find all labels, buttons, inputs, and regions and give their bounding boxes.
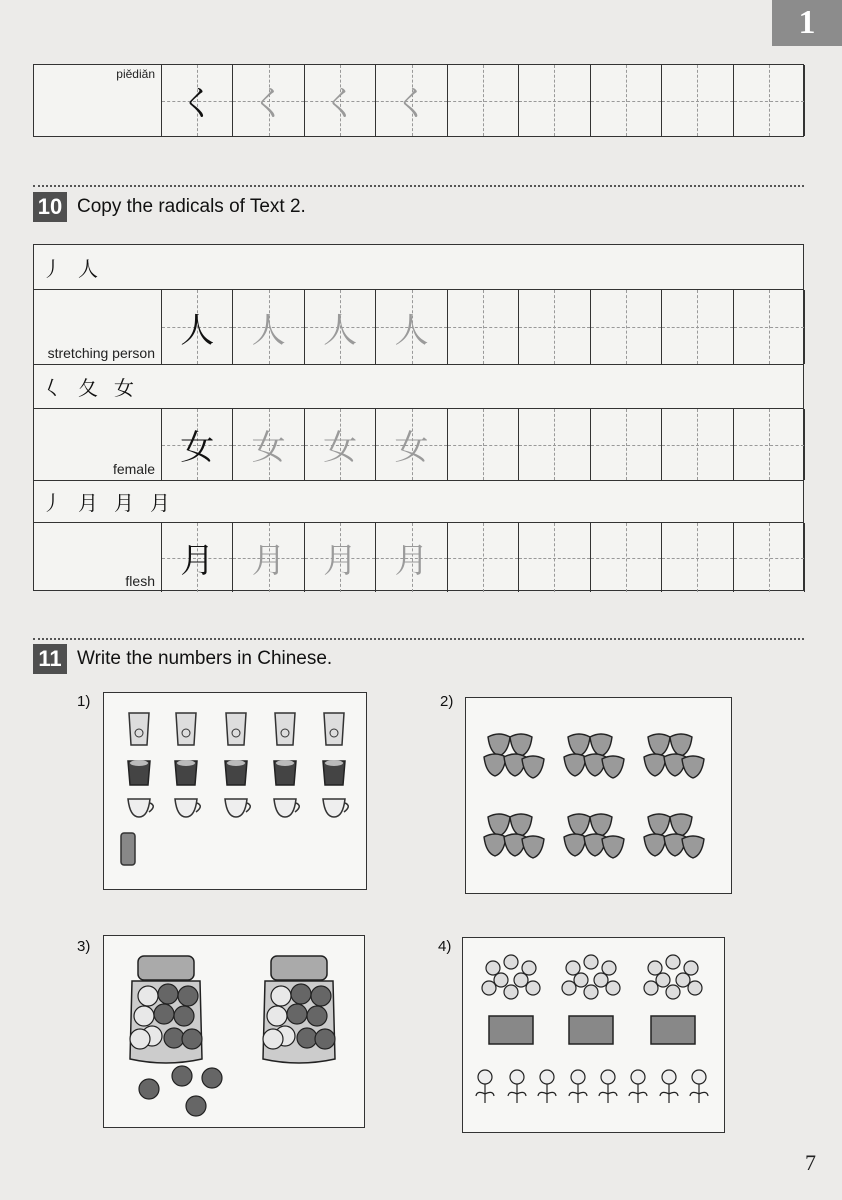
- strawberry: [510, 814, 532, 836]
- strawberry-group: [484, 814, 544, 858]
- practice-cell[interactable]: [162, 65, 233, 136]
- strawberry-group: [644, 734, 704, 778]
- item-1-number: 1): [77, 693, 91, 710]
- strawberries-picture: [465, 697, 732, 894]
- strawberry: [488, 814, 510, 836]
- strawberry-group: [484, 734, 544, 778]
- practice-cell[interactable]: [376, 65, 447, 136]
- loose-ball: [172, 1066, 192, 1086]
- chapter-tab: 1: [772, 0, 842, 46]
- practice-cell[interactable]: [662, 409, 733, 480]
- practice-cell[interactable]: [305, 65, 376, 136]
- jars-picture: [103, 935, 365, 1128]
- trace-character: 女: [251, 428, 286, 468]
- flower-pot: [644, 955, 702, 1044]
- practice-row-3: [34, 522, 803, 592]
- strawberry: [484, 834, 506, 856]
- top-practice-grid: [33, 64, 804, 137]
- trace-character: く: [251, 84, 286, 124]
- practice-cell[interactable]: [519, 409, 590, 480]
- practice-cell[interactable]: [376, 290, 447, 364]
- stroke-order-step: 𡿨: [42, 376, 62, 400]
- teacup-icon: [274, 799, 299, 817]
- flower-pot: [562, 955, 620, 1044]
- section-11-title: Write the numbers in Chinese.: [77, 648, 333, 669]
- practice-row-2: [34, 408, 803, 480]
- flower: [666, 985, 680, 999]
- trace-character: 女: [323, 428, 358, 468]
- practice-cell[interactable]: [233, 290, 304, 364]
- ball: [311, 986, 331, 1006]
- trace-character: 月: [394, 541, 429, 581]
- teacup-icon: [175, 799, 200, 817]
- loose-ball: [202, 1068, 222, 1088]
- stroke-order-step: 月: [114, 491, 134, 515]
- strawberry: [590, 734, 612, 756]
- glass-icon: [275, 713, 295, 745]
- flower: [562, 981, 576, 995]
- practice-cell[interactable]: [734, 65, 805, 136]
- strawberry: [670, 814, 692, 836]
- pot: [489, 1016, 533, 1044]
- pot: [651, 1016, 695, 1044]
- flower: [566, 961, 580, 975]
- stroke-order-step: 月: [150, 491, 170, 515]
- strawberry: [602, 836, 624, 858]
- strawberry: [682, 756, 704, 778]
- practice-cell[interactable]: [519, 290, 590, 364]
- trace-character: く: [323, 84, 358, 124]
- strawberry: [484, 754, 506, 776]
- practice-cell[interactable]: [233, 65, 304, 136]
- ball: [267, 1006, 287, 1026]
- small-flower: [660, 1070, 678, 1103]
- glass-icon: [176, 713, 196, 745]
- trace-character: 人: [323, 310, 358, 351]
- strawberry: [564, 754, 586, 776]
- practice-cell[interactable]: [519, 65, 590, 136]
- mug-icon: [128, 760, 150, 785]
- practice-cell[interactable]: [662, 523, 733, 592]
- section-10-title: Copy the radicals of Text 2.: [77, 196, 306, 217]
- flower: [594, 973, 608, 987]
- practice-cell[interactable]: [305, 523, 376, 592]
- mug-icon: [274, 760, 296, 785]
- flower: [584, 955, 598, 969]
- ball: [287, 1004, 307, 1024]
- ball: [263, 1029, 283, 1049]
- divider: [33, 185, 804, 187]
- loose-ball: [186, 1096, 206, 1116]
- practice-cell[interactable]: [162, 409, 233, 480]
- strawberry-group: [564, 814, 624, 858]
- practice-cell[interactable]: [519, 523, 590, 592]
- teacup-icon: [323, 799, 348, 817]
- practice-cell[interactable]: [734, 409, 805, 480]
- flower: [522, 961, 536, 975]
- trace-character: く: [394, 84, 429, 124]
- strawberry: [568, 814, 590, 836]
- practice-cell[interactable]: [448, 290, 519, 364]
- flower: [644, 981, 658, 995]
- strawberry: [488, 734, 510, 756]
- mug-icon: [323, 760, 345, 785]
- practice-cell[interactable]: [233, 523, 304, 592]
- radical-label: stretching person: [34, 290, 162, 364]
- ball: [130, 1029, 150, 1049]
- stroke-order-step: 月: [78, 491, 98, 515]
- trace-character: 女: [394, 428, 429, 468]
- item-4-number: 4): [438, 938, 452, 955]
- stroke-row-2: [34, 364, 803, 408]
- practice-cell[interactable]: [734, 290, 805, 364]
- flower: [494, 973, 508, 987]
- flower: [482, 981, 496, 995]
- small-flower: [569, 1070, 587, 1103]
- practice-row-1: [34, 289, 803, 364]
- strawberry: [644, 834, 666, 856]
- strawberry: [682, 836, 704, 858]
- ball: [307, 1006, 327, 1026]
- flower: [602, 961, 616, 975]
- flower: [504, 985, 518, 999]
- ball: [164, 1028, 184, 1048]
- flower: [648, 961, 662, 975]
- page-number: 7: [805, 1150, 816, 1175]
- radicals-grid: [33, 244, 804, 591]
- practice-cell[interactable]: [233, 409, 304, 480]
- flower: [504, 955, 518, 969]
- ball: [297, 1028, 317, 1048]
- strawberry-group: [644, 814, 704, 858]
- practice-cell[interactable]: [376, 409, 447, 480]
- small-flower: [508, 1070, 526, 1103]
- cups-picture: [103, 692, 367, 890]
- strawberry-group: [564, 734, 624, 778]
- jar-lid: [138, 956, 194, 980]
- practice-cell[interactable]: [448, 65, 519, 136]
- flower-pot: [482, 955, 540, 1044]
- practice-cell[interactable]: [162, 290, 233, 364]
- small-flower: [476, 1070, 494, 1103]
- small-flower: [629, 1070, 647, 1103]
- top-row-label: piědiǎn: [34, 65, 162, 136]
- jar: [130, 956, 202, 1063]
- ball: [158, 984, 178, 1004]
- strawberry: [644, 754, 666, 776]
- flower: [526, 981, 540, 995]
- section-11-badge: 11: [33, 644, 67, 674]
- practice-cell[interactable]: [591, 409, 662, 480]
- strawberry: [568, 734, 590, 756]
- practice-cell[interactable]: [591, 523, 662, 592]
- section-10-header: [33, 192, 306, 222]
- small-flower: [690, 1070, 708, 1103]
- pot: [569, 1016, 613, 1044]
- flower: [688, 981, 702, 995]
- flower: [486, 961, 500, 975]
- flower: [584, 985, 598, 999]
- model-character: 人: [180, 310, 215, 351]
- strawberry: [648, 734, 670, 756]
- flower: [514, 973, 528, 987]
- trace-character: 月: [251, 541, 286, 581]
- practice-cell[interactable]: [662, 65, 733, 136]
- ball: [291, 984, 311, 1004]
- practice-cell[interactable]: [734, 523, 805, 592]
- ball: [315, 1029, 335, 1049]
- stroke-row-1: [34, 245, 803, 289]
- practice-cell[interactable]: [591, 65, 662, 136]
- glass-icon: [129, 713, 149, 745]
- practice-cell[interactable]: [162, 523, 233, 592]
- item-3-number: 3): [77, 938, 91, 955]
- single-glass-icon: [121, 833, 135, 865]
- trace-character: 人: [394, 310, 429, 351]
- strawberry: [564, 834, 586, 856]
- ball: [271, 986, 291, 1006]
- stroke-order-step: 人: [78, 256, 98, 281]
- flower: [606, 981, 620, 995]
- strawberry: [648, 814, 670, 836]
- strawberry: [670, 734, 692, 756]
- strawberry: [590, 814, 612, 836]
- flower: [676, 973, 690, 987]
- strawberry: [522, 756, 544, 778]
- strawberry: [522, 836, 544, 858]
- strawberry: [510, 734, 532, 756]
- radical-label: flesh: [34, 523, 162, 592]
- flower: [684, 961, 698, 975]
- radical-label: female: [34, 409, 162, 480]
- practice-cell[interactable]: [448, 523, 519, 592]
- flowers-picture: [462, 937, 725, 1133]
- model-character: 月: [180, 541, 215, 581]
- teacup-icon: [225, 799, 250, 817]
- trace-character: 人: [251, 310, 286, 351]
- ball: [134, 1006, 154, 1026]
- practice-cell[interactable]: [591, 290, 662, 364]
- model-character: く: [180, 84, 215, 124]
- flower: [574, 973, 588, 987]
- small-flower: [538, 1070, 556, 1103]
- mug-icon: [175, 760, 197, 785]
- ball: [138, 986, 158, 1006]
- mug-icon: [225, 760, 247, 785]
- stroke-row-3: [34, 480, 803, 522]
- stroke-order-step: 丿: [42, 256, 62, 281]
- ball: [182, 1029, 202, 1049]
- item-2-number: 2): [440, 693, 454, 710]
- glass-icon: [324, 713, 344, 745]
- stroke-order-step: 女: [114, 376, 134, 400]
- loose-ball: [139, 1079, 159, 1099]
- section-11-header: [33, 644, 332, 674]
- teacup-icon: [128, 799, 153, 817]
- stroke-order-step: 夂: [78, 376, 98, 400]
- model-character: 女: [180, 428, 215, 468]
- practice-cell[interactable]: [305, 409, 376, 480]
- jar: [263, 956, 335, 1063]
- glass-icon: [226, 713, 246, 745]
- small-flower: [599, 1070, 617, 1103]
- flower: [666, 955, 680, 969]
- jar-lid: [271, 956, 327, 980]
- divider: [33, 638, 804, 640]
- flower: [656, 973, 670, 987]
- ball: [178, 986, 198, 1006]
- practice-cell[interactable]: [376, 523, 447, 592]
- trace-character: 月: [323, 541, 358, 581]
- practice-cell[interactable]: [662, 290, 733, 364]
- stroke-order-step: 丿: [42, 491, 62, 515]
- practice-cell[interactable]: [448, 409, 519, 480]
- ball: [154, 1004, 174, 1024]
- strawberry: [602, 756, 624, 778]
- ball: [174, 1006, 194, 1026]
- practice-cell[interactable]: [305, 290, 376, 364]
- section-10-badge: 10: [33, 192, 67, 222]
